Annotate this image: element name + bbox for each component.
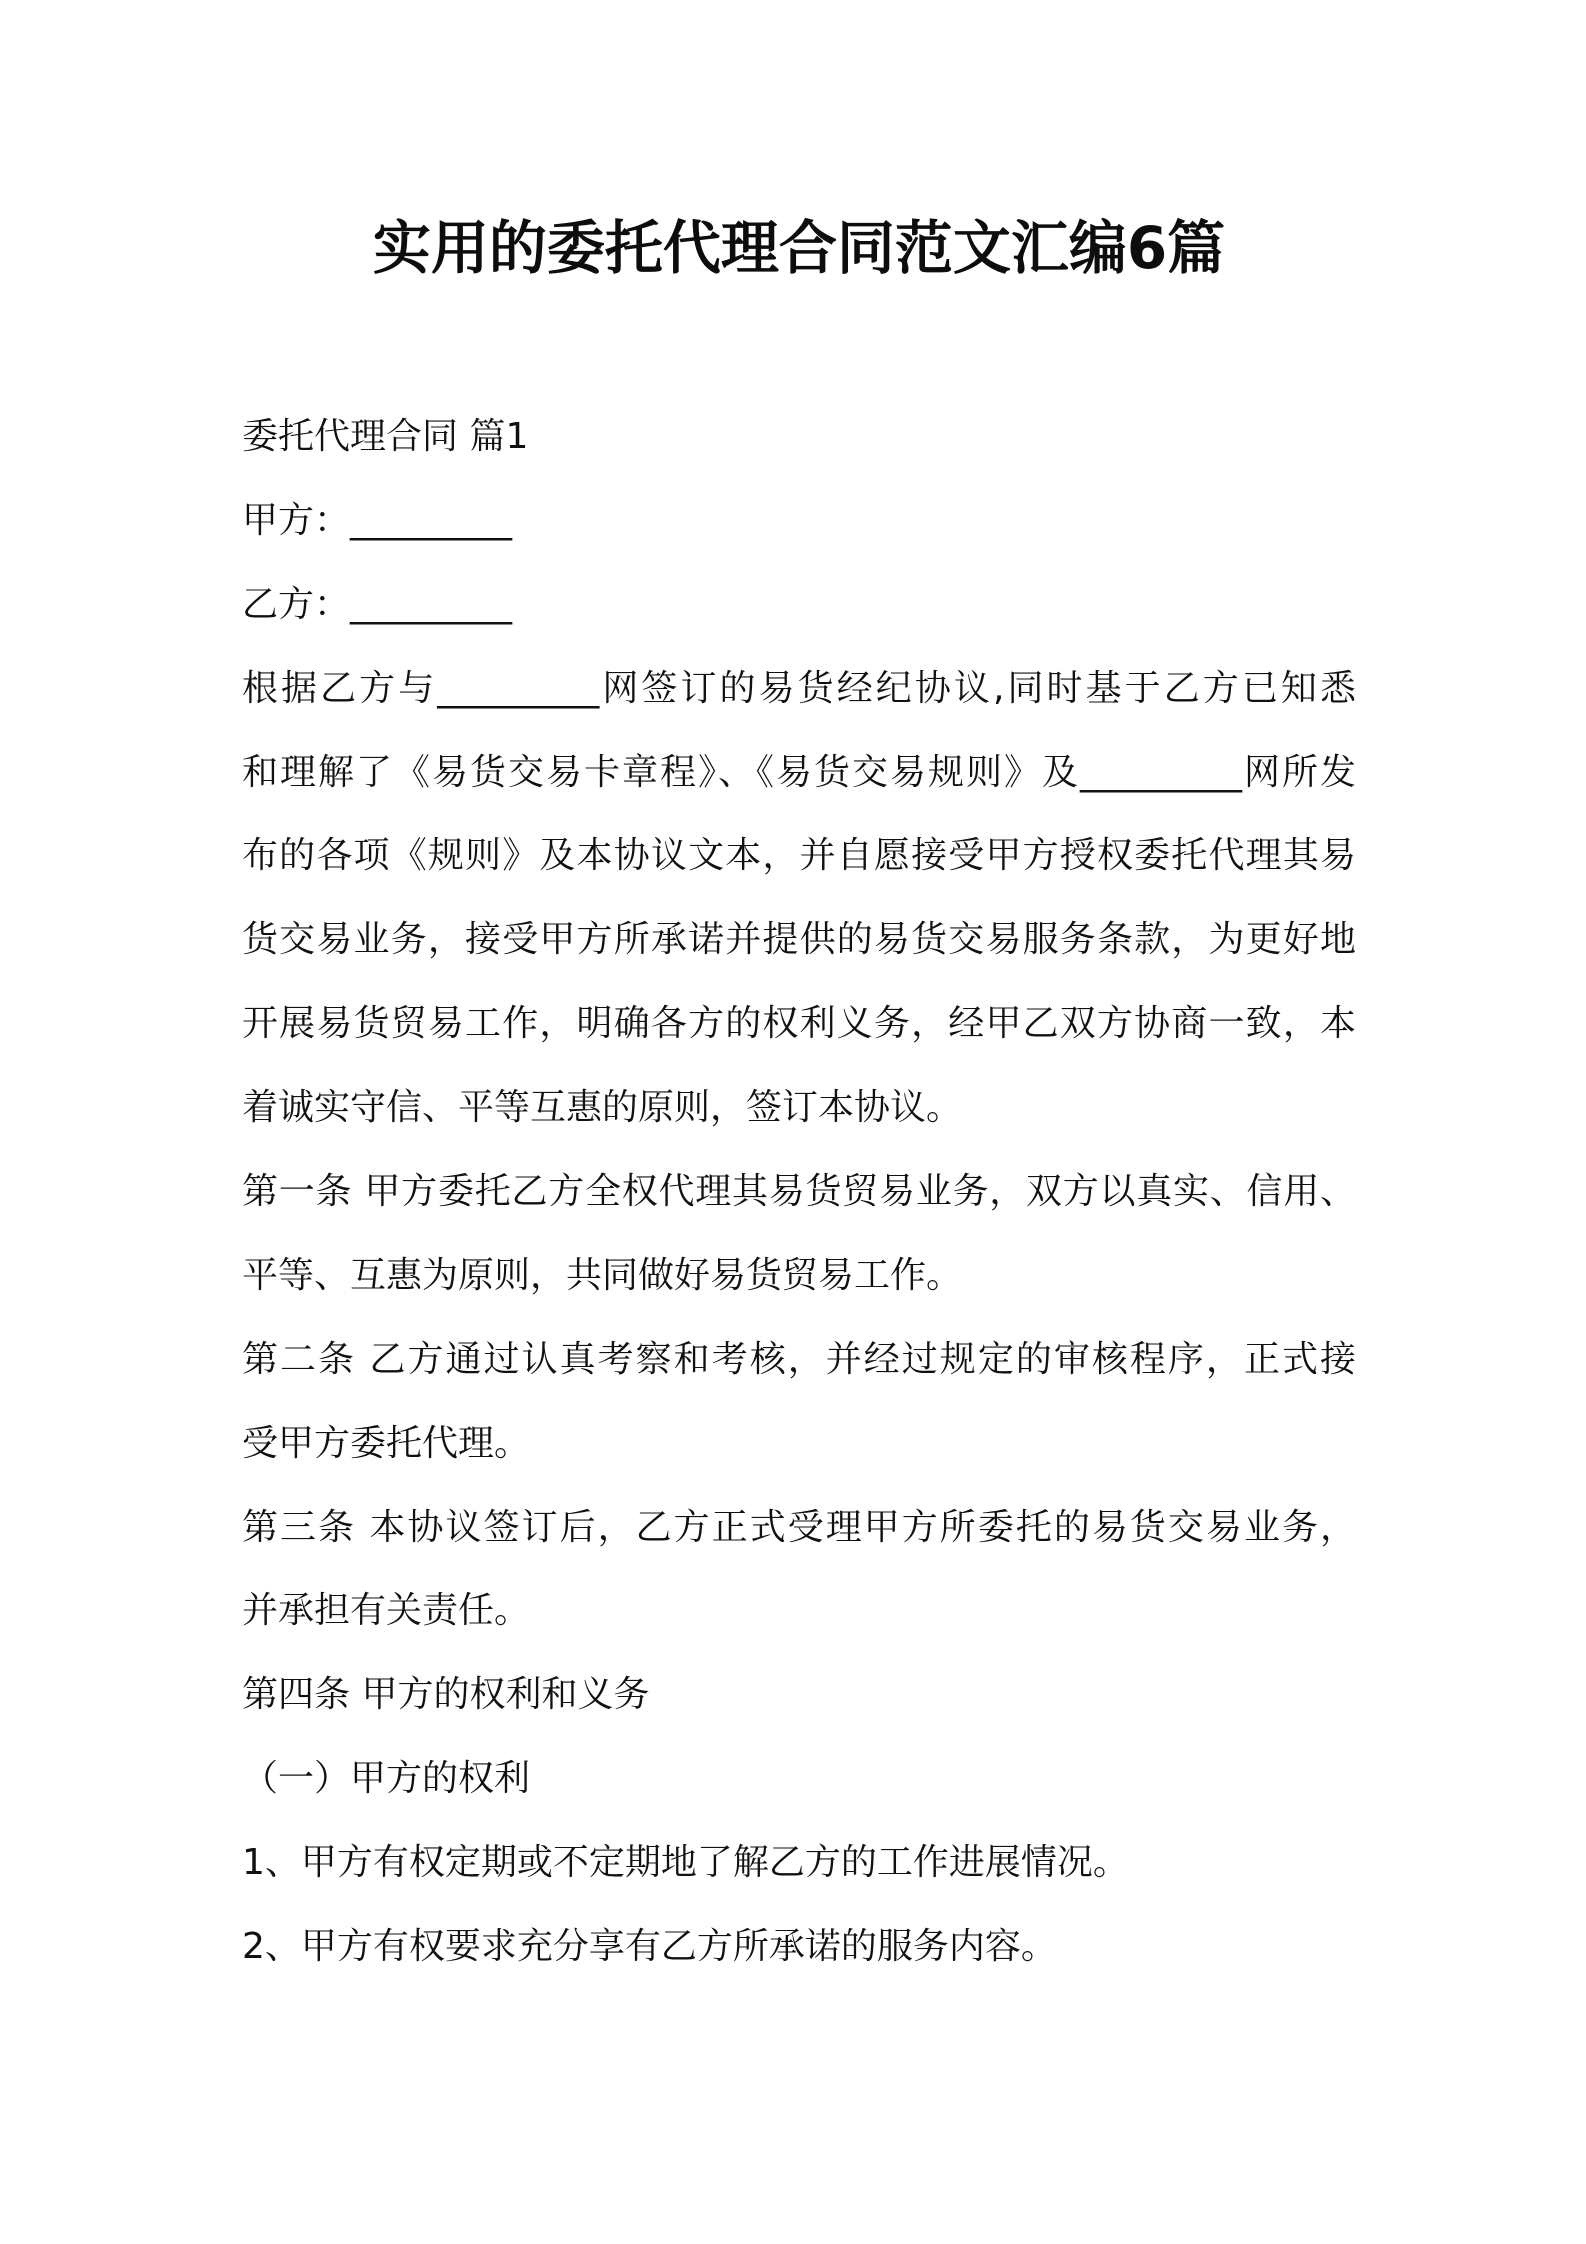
paragraph-line: 开展易货贸易工作，明确各方的权利义务，经甲乙双方协商一致，本 bbox=[242, 1003, 1356, 1045]
section-heading: 委托代理合同 篇1 bbox=[242, 416, 529, 457]
document-body bbox=[242, 395, 1356, 1989]
paragraph-line: 第二条 乙方通过认真考察和考核，并经过规定的审核程序，正式接 bbox=[242, 1338, 1356, 1380]
list-item: 2、甲方有权要求充分享有乙方所承诺的服务内容。 bbox=[242, 1926, 1057, 1968]
list-item: 1、甲方有权定期或不定期地了解乙方的工作进展情况。 bbox=[242, 1842, 1129, 1884]
document-title: 实用的委托代理合同范文汇编6篇 bbox=[372, 214, 1226, 282]
article-3-paragraph bbox=[242, 1486, 1356, 1654]
preamble-paragraph bbox=[242, 647, 1356, 1150]
article-2-paragraph bbox=[242, 1318, 1356, 1486]
paragraph-line: 布的各项《规则》及本协议文本，并自愿接受甲方授权委托代理其易 bbox=[242, 835, 1356, 877]
paragraph-line: 平等、互惠为原则，共同做好易货贸易工作。 bbox=[242, 1254, 963, 1296]
article-4-heading: 第四条 甲方的权利和义务 bbox=[242, 1674, 650, 1716]
party-b-line: 乙方：_________ bbox=[242, 583, 513, 625]
paragraph-line: 和理解了《易货交易卡章程》、《易货交易规则》及_________网所发 bbox=[242, 751, 1356, 793]
article-1-paragraph bbox=[242, 1150, 1356, 1318]
subsection-heading: （一）甲方的权利 bbox=[242, 1758, 531, 1800]
paragraph-line: 第三条 本协议签订后，乙方正式受理甲方所委托的易货交易业务， bbox=[242, 1506, 1356, 1548]
paragraph-line: 根据乙方与_________网签订的易货经纪协议,同时基于乙方已知悉 bbox=[242, 667, 1356, 709]
paragraph-line: 并承担有关责任。 bbox=[242, 1590, 531, 1632]
paragraph-line: 货交易业务，接受甲方所承诺并提供的易货交易服务条款，为更好地 bbox=[242, 919, 1356, 961]
party-a-line: 甲方：_________ bbox=[242, 499, 513, 541]
paragraph-line: 第一条 甲方委托乙方全权代理其易货贸易业务，双方以真实、信用、 bbox=[242, 1171, 1356, 1213]
paragraph-line: 着诚实守信、平等互惠的原则，签订本协议。 bbox=[242, 1087, 963, 1129]
rights-list bbox=[242, 1821, 1356, 1989]
paragraph-line: 受甲方委托代理。 bbox=[242, 1422, 531, 1464]
